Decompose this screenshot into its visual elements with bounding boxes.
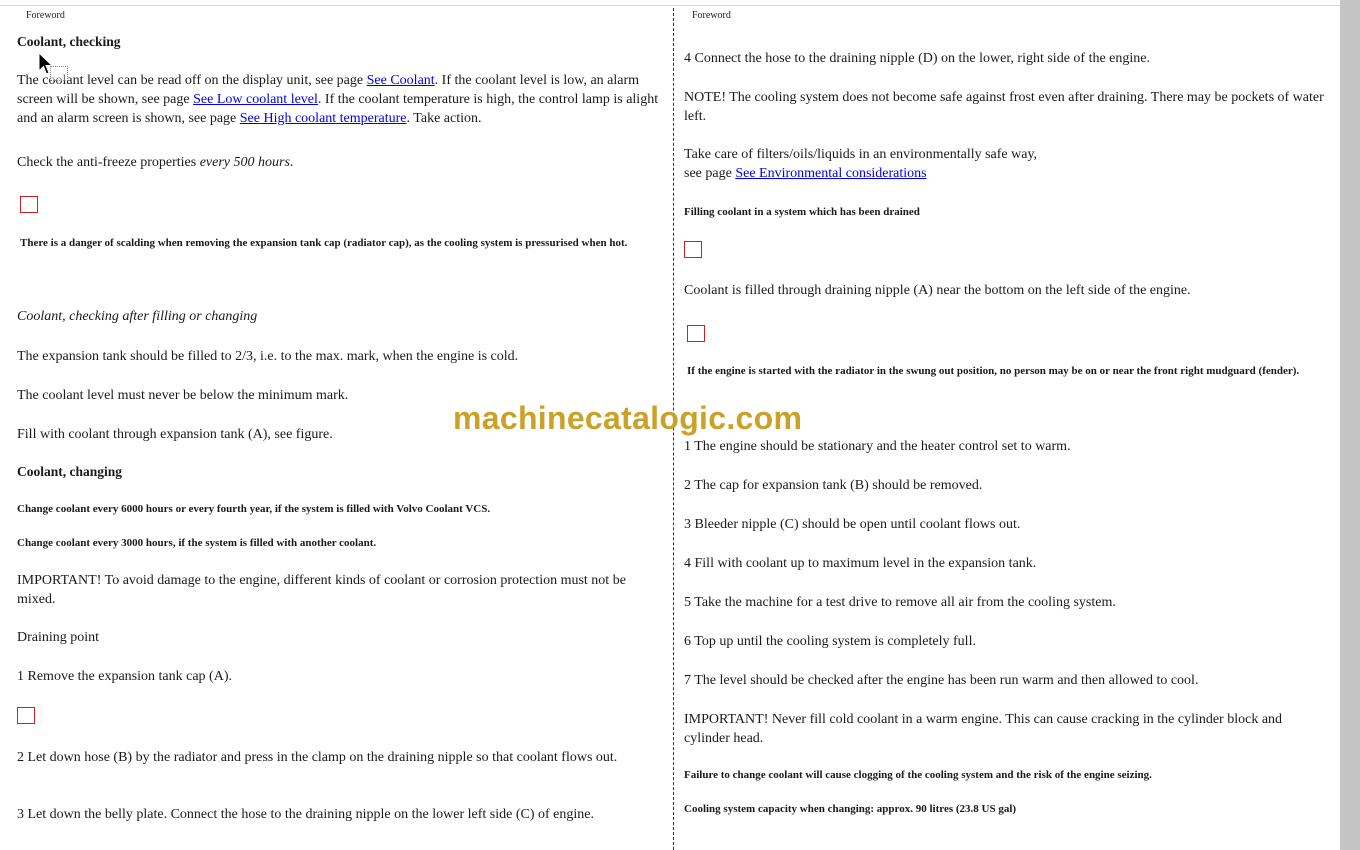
- text-fill-through-tank: Fill with coolant through expansion tank (A), see figure.: [17, 427, 333, 442]
- text-draining-point: Draining point: [17, 630, 100, 645]
- warning-radiator: If the engine is started with the radiator in the swung out position, no person may be on or near the front right mudguard (fender).: [687, 365, 1300, 377]
- page-header-right: Foreword: [692, 10, 731, 21]
- paragraph-text: . If the coolant temperature is high, the control lamp is alight and an alarm screen is shown, see page: [17, 92, 659, 126]
- text-expansion-tank-fill: The expansion tank should be filled to 2/3, i.e. to the max. mark, when the engine is cold.: [17, 349, 519, 364]
- text-system-capacity: Cooling system capacity when changing: approx. 90 litres (23.8 US gal): [684, 803, 1017, 815]
- heading-coolant-changing: Coolant, changing: [17, 464, 123, 479]
- heading-coolant-checking: Coolant, checking: [17, 34, 121, 49]
- link-environmental-considerations[interactable]: See Environmental considerations: [735, 166, 927, 181]
- text-change-6000: Change coolant every 6000 hours or every fourth year, if the system is filled with Volvo Coolant VCS.: [17, 503, 491, 515]
- note-frost: NOTE! The cooling system does not become safe against frost even after draining. There may be pockets of water left.: [684, 90, 1324, 124]
- page-header-left: Foreword: [26, 10, 65, 21]
- heading-filling-drained: Filling coolant in a system which has been drained: [684, 206, 920, 218]
- paragraph-text: . If the coolant level is low, an alarm screen will be shown, see page: [17, 73, 640, 107]
- fill-step-7: 7 The level should be checked after the engine has been run warm and then allowed to cool.: [684, 673, 1199, 688]
- page-top-border: [0, 5, 1340, 6]
- step-4-connect-hose: 4 Connect the hose to the draining nipple (D) on the lower, right side of the engine.: [684, 51, 1150, 66]
- text-environment: [684, 145, 1037, 183]
- paragraph-text: Check the anti-freeze properties: [17, 155, 200, 170]
- link-high-coolant-temperature[interactable]: See High coolant temperature: [239, 111, 407, 126]
- figure-image-placeholder-icon: [17, 707, 35, 724]
- text-important-cold-coolant: IMPORTANT! Never fill cold coolant in a warm engine. This can cause cracking in the cylinder block and cylinder head.: [684, 712, 1283, 746]
- paragraph-text: . Take action.: [406, 111, 482, 126]
- fill-step-2: 2 The cap for expansion tank (B) should be removed.: [684, 478, 983, 493]
- link-see-coolant[interactable]: See Coolant: [366, 73, 435, 88]
- paragraph-coolant-level: [17, 71, 663, 128]
- interval-text: every 500 hours: [199, 155, 290, 170]
- warning-image-placeholder-icon: [20, 196, 38, 213]
- paragraph-text: .: [289, 155, 294, 170]
- paragraph-antifreeze: [17, 153, 293, 172]
- warning-image-placeholder-icon: [687, 325, 705, 342]
- paragraph-text: see page: [684, 166, 736, 181]
- fill-step-4: 4 Fill with coolant up to maximum level in the expansion tank.: [684, 556, 1037, 571]
- text-change-3000: Change coolant every 3000 hours, if the system is filled with another coolant.: [17, 537, 377, 549]
- text-failure-warning: Failure to change coolant will cause clogging of the cooling system and the risk of the engine seizing.: [684, 769, 1152, 781]
- warning-scalding: There is a danger of scalding when removing the expansion tank cap (radiator cap), as the cooling system is pressurised when hot.: [20, 237, 628, 249]
- paragraph-text: Take care of filters/oils/liquids in an environmentally safe way,: [684, 147, 1038, 162]
- image-placeholder-icon: [684, 241, 702, 258]
- link-low-coolant-level[interactable]: See Low coolant level: [193, 92, 318, 107]
- text-important-mixing: IMPORTANT! To avoid damage to the engine, different kinds of coolant or corrosion protection must not be mixed.: [17, 573, 626, 607]
- paragraph-text: The coolant level can be read off on the display unit, see page: [17, 73, 367, 88]
- step-1-remove-cap: 1 Remove the expansion tank cap (A).: [17, 669, 232, 684]
- mouse-pointer-icon: [38, 52, 54, 76]
- step-2-let-down-hose: 2 Let down hose (B) by the radiator and press in the clamp on the draining nipple so that coolant flows out.: [17, 750, 618, 765]
- fill-step-6: 6 Top up until the cooling system is completely full.: [684, 634, 976, 649]
- fill-step-3: 3 Bleeder nipple (C) should be open until coolant flows out.: [684, 517, 1021, 532]
- step-3-belly-plate: 3 Let down the belly plate. Connect the hose to the draining nipple on the lower left side (C) of engine.: [17, 807, 594, 822]
- text-filled-through-nipple: Coolant is filled through draining nipple (A) near the bottom on the left side of the engine.: [684, 283, 1191, 298]
- watermark: machinecatalogic.com: [453, 400, 803, 436]
- text-minimum-mark: The coolant level must never be below the minimum mark.: [17, 388, 349, 403]
- subheading-after-filling: Coolant, checking after filling or changing: [17, 309, 258, 324]
- fill-step-5: 5 Take the machine for a test drive to remove all air from the cooling system.: [684, 595, 1116, 610]
- viewer-scrollbar-gutter[interactable]: [1340, 0, 1360, 850]
- fill-step-1: 1 The engine should be stationary and the heater control set to warm.: [684, 439, 1071, 454]
